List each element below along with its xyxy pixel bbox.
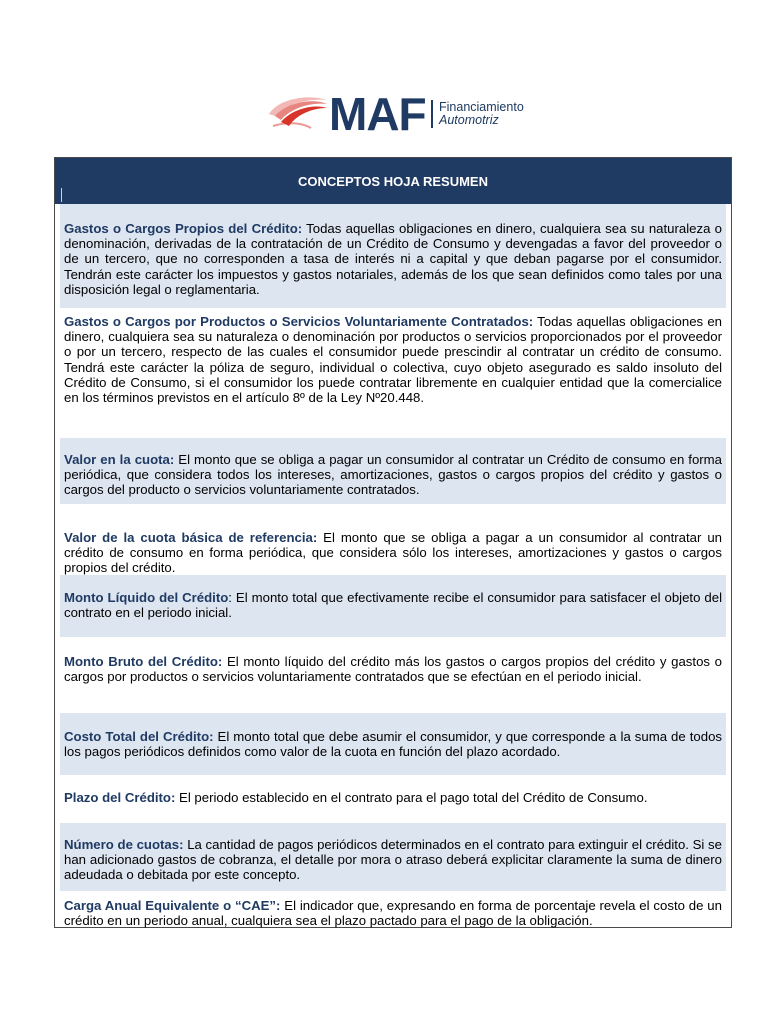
table-row: [60, 310, 726, 430]
row-term: Plazo del Crédito:: [64, 790, 176, 805]
row-text: El monto que se obliga a pagar un consumidor al contratar un Crédito de consumo en forma periódica, que considera todos los intereses, amortizaciones, gastos o cargos propios del crédito y gastos o cargos del producto o servicios voluntariamente contratados.: [64, 452, 722, 498]
row-term: Gastos o Cargos Propios del Crédito:: [64, 221, 303, 236]
table-row: [60, 518, 726, 574]
logo-tagline-1: Financiamiento: [439, 100, 524, 114]
logo-divider: [431, 100, 433, 128]
row-term: Costo Total del Crédito:: [64, 729, 214, 744]
row-term: Gastos o Cargos por Productos o Servicios Voluntariamente Contratados:: [64, 314, 534, 329]
header-divider: [61, 188, 62, 202]
row-text: El periodo establecido en el contrato para el pago total del Crédito de Consumo.: [175, 790, 648, 805]
table-row: [60, 575, 726, 637]
row-text: : El monto total que efectivamente recibe el consumidor para satisfacer el objeto del contrato en el periodo inicial.: [64, 590, 723, 621]
table-header: CONCEPTOS HOJA RESUMEN: [55, 158, 731, 204]
table-row: [60, 896, 726, 928]
row-term: Monto Bruto del Crédito:: [64, 654, 223, 669]
logo-tagline-2: Automotriz: [439, 113, 499, 127]
row-term: Carga Anual Equivalente o “CAE”:: [64, 898, 281, 913]
row-text: El indicador que, expresando en forma de porcentaje revela el costo de un crédito en un periodo anual, cualquiera sea el plazo pactado para el pago de la obligación.: [64, 898, 722, 929]
row-text: El monto total que debe asumir el consumidor, y que corresponde a la suma de todos los pagos periódicos definidos como valor de la cuota en función del plazo acordado.: [64, 729, 722, 760]
table-row: [60, 644, 726, 700]
row-text: Todas aquellas obligaciones en dinero, cualquiera sea su naturaleza o denominación por productos o servicios proporcionados por el proveedor o por un tercero, respecto de las cuales el consumidor puede prescindir al contratar un crédito de consumo. Tendrá este carácter la póliza de seguro, individual o colectiva, cuyo objeto asegurado es saldo insoluto del Crédito de Consumo, si el consumidor los puede contratar libremente en cualquier entidad que la comercialice en los términos previstos en el artículo 8º de la Ley Nº20.448.: [64, 314, 722, 406]
swoosh-icon: [265, 92, 329, 136]
row-term: Valor de la cuota básica de referencia:: [64, 530, 318, 545]
concepts-table: [54, 157, 732, 928]
table-row: [60, 823, 726, 891]
row-text: La cantidad de pagos periódicos determinados en el contrato para extinguir el crédito. Si se han adicionado gastos de cobranza, el detalle por mora o atraso deberá explicitar claramente la suma de dinero adeudada o debitada por este concepto.: [64, 837, 722, 883]
row-text: El monto que se obliga a pagar a un consumidor al contratar un crédito de consumo en forma periódica, que considera sólo los intereses, amortizaciones y gastos o cargos propios del crédito.: [64, 530, 722, 576]
maf-logo: [265, 88, 535, 140]
logo-brand: MAF: [329, 88, 426, 140]
row-text: Todas aquellas obligaciones en dinero, cualquiera sea su naturaleza o denominación, derivadas de la contratación de un Crédito de Consumo y devengadas a favor del proveedor o de un tercero, que no corresponden a tasa de interés ni a capital y que deban pagarse por el consumidor. Tendrán este carácter los impuestos y gastos notariales, además de los que sean definidos como tales por una disposición legal o reglamentaria.: [64, 221, 723, 297]
row-term: Monto Líquido del Crédito: [64, 590, 229, 605]
logo-tagline: [439, 101, 524, 127]
row-text: El monto líquido del crédito más los gastos o cargos propios del crédito y gastos o cargos por productos o servicios voluntariamente contratados que se efectúan en el periodo inicial.: [64, 654, 722, 685]
row-term: Número de cuotas:: [64, 837, 184, 852]
table-row: [60, 204, 726, 308]
table-row: [60, 713, 726, 775]
table-row: [60, 782, 726, 822]
table-row: [60, 438, 726, 504]
row-term: Valor en la cuota:: [64, 452, 175, 467]
